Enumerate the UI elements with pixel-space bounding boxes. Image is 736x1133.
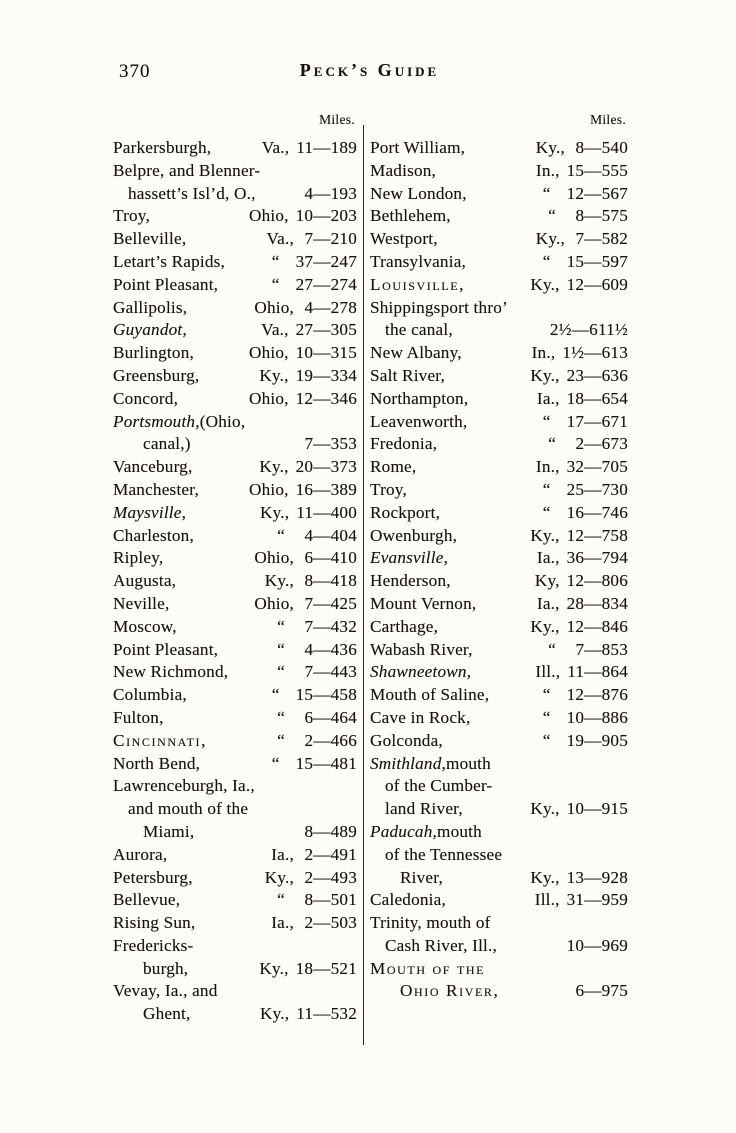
state-abbrev: Ohio,: [248, 206, 289, 226]
table-row: [113, 160, 357, 183]
place-name: Troy,: [113, 206, 150, 226]
place-name: Miami,: [143, 821, 195, 841]
miles-value: 1½—613: [562, 343, 628, 363]
miles-value: 12—806: [566, 571, 628, 591]
place-name: Mouth of the: [370, 958, 486, 978]
place-name: Rome,: [370, 457, 417, 477]
ditto-mark: “: [548, 206, 556, 226]
ditto-mark: “: [548, 639, 556, 659]
table-row: [113, 570, 357, 593]
table-row: [113, 319, 357, 342]
ditto-mark: “: [277, 525, 285, 545]
place-name: Manchester,: [113, 479, 199, 499]
place-name: Rockport,: [370, 502, 441, 522]
state-abbrev: Ky.,: [259, 365, 289, 385]
miles-value: 19—334: [295, 365, 357, 385]
place-name: Moscow,: [113, 616, 177, 636]
place-name: Westport,: [370, 229, 438, 249]
table-row: [370, 798, 628, 821]
miles-value: 6—975: [575, 981, 628, 1001]
table-row: [370, 661, 628, 684]
state-abbrev: Ky.,: [535, 138, 565, 157]
miles-value: 12—609: [566, 274, 628, 294]
state-abbrev: Ky.,: [535, 229, 565, 249]
miles-value: 6—410: [304, 548, 357, 568]
table-row: [113, 707, 357, 730]
table-row: [113, 433, 357, 456]
ditto-mark: “: [542, 502, 551, 522]
place-name: Golconda,: [370, 730, 443, 750]
distance-list: [370, 137, 628, 1003]
place-name: Transylvania,: [370, 251, 467, 271]
miles-value: 11—864: [567, 662, 628, 682]
table-row: [113, 753, 357, 776]
right-column: [370, 112, 628, 1045]
place-name: Concord,: [113, 388, 179, 408]
table-row: [113, 411, 357, 434]
place-name: Bethlehem,: [370, 206, 451, 226]
table-row: [370, 616, 628, 639]
table-row: [113, 935, 357, 958]
table-row: [370, 844, 628, 867]
table-row: [370, 456, 628, 479]
place-name: Point Pleasant,: [113, 639, 219, 659]
miles-value: 16—389: [295, 479, 357, 499]
table-row: [370, 205, 628, 228]
place-name: Rising Sun,: [113, 913, 196, 933]
miles-value: 10—886: [566, 707, 628, 727]
state-abbrev: In.,: [535, 457, 560, 477]
place-name: Carthage,: [370, 616, 439, 636]
table-row: [370, 753, 628, 776]
state-abbrev: Ia.,: [536, 548, 560, 568]
table-row: [113, 183, 357, 206]
state-abbrev: Ky.,: [530, 616, 560, 636]
miles-value: 10—915: [566, 799, 628, 819]
place-name: Maysville,: [113, 502, 187, 522]
state-abbrev: Ky.,: [264, 867, 294, 887]
miles-value: 13—928: [566, 867, 628, 887]
table-row: [113, 616, 357, 639]
place-name: Lawrenceburgh, Ia.,: [113, 776, 255, 796]
place-name: River,: [400, 867, 443, 887]
table-row: [113, 639, 357, 662]
miles-value: 12—846: [566, 616, 628, 636]
state-abbrev: In.,: [535, 160, 560, 180]
place-name: Bellevue,: [113, 890, 181, 910]
state-abbrev: Ky.,: [259, 1004, 290, 1024]
place-name: Ghent,: [143, 1004, 191, 1024]
place-name: of the Tennessee: [385, 844, 503, 864]
place-name: Fredericks-: [113, 935, 194, 955]
distance-table: [113, 112, 628, 1045]
state-abbrev: Ky.,: [259, 457, 289, 477]
state-abbrev: Ia.,: [271, 844, 294, 864]
miles-value: 2—503: [304, 913, 357, 933]
left-column: [113, 112, 357, 1045]
page-header: [113, 60, 626, 86]
miles-value: 7—853: [575, 639, 628, 659]
table-row: [370, 821, 628, 844]
miles-value: 10—203: [295, 206, 357, 226]
table-row: [370, 935, 628, 958]
state-abbrev: Ky.,: [264, 571, 294, 591]
table-row: [370, 183, 628, 206]
table-row: [113, 502, 357, 525]
place-name: Aurora,: [113, 844, 168, 864]
miles-value: 37—247: [295, 251, 357, 271]
place-name: Gallipolis,: [113, 297, 188, 317]
miles-value: 8—501: [304, 890, 357, 910]
place-name: Mouth of Saline,: [370, 685, 490, 705]
table-row: [113, 205, 357, 228]
miles-value: 12—758: [566, 525, 628, 545]
state-abbrev: Ohio,: [248, 343, 289, 363]
place-name: Evansville,: [370, 548, 449, 568]
place-name: Ripley,: [113, 548, 164, 568]
table-row: [370, 730, 628, 753]
miles-value: 15—481: [295, 753, 357, 773]
ditto-mark: “: [277, 707, 285, 727]
miles-value: 27—305: [295, 320, 357, 340]
place-name: Leavenworth,: [370, 411, 468, 431]
table-row: [370, 365, 628, 388]
table-row: [370, 297, 628, 320]
place-name: of the Cumber-: [385, 776, 493, 796]
place-name-rest: mouth: [446, 753, 491, 773]
miles-value: 7—353: [304, 434, 357, 454]
miles-value: 7—443: [304, 662, 357, 682]
miles-value: 2—673: [575, 434, 628, 454]
miles-value: 18—654: [566, 388, 628, 408]
ditto-mark: “: [271, 251, 280, 271]
state-abbrev: Ill.,: [535, 662, 561, 682]
table-row: [113, 388, 357, 411]
miles-value: 8—540: [575, 138, 628, 157]
miles-column-header: Miles.: [590, 112, 626, 127]
miles-value: 8—575: [575, 206, 628, 226]
table-row: [370, 547, 628, 570]
ditto-mark: “: [277, 730, 285, 750]
table-row: [113, 730, 357, 753]
place-name: Guyandot,: [113, 320, 187, 340]
place-name: Neville,: [113, 593, 170, 613]
ditto-mark: “: [542, 685, 551, 705]
state-abbrev: Ky.,: [259, 958, 289, 978]
place-name: burgh,: [143, 958, 189, 978]
miles-value: 16—746: [566, 502, 628, 522]
miles-value: 10—315: [295, 343, 357, 363]
miles-value: 2—466: [304, 730, 357, 750]
state-abbrev: Ky,: [534, 571, 560, 591]
miles-value: 7—425: [304, 593, 357, 613]
table-row: [113, 297, 357, 320]
place-name: hassett’s Isl’d, O.,: [128, 183, 256, 203]
place-name: Letart’s Rapids,: [113, 251, 226, 271]
place-name: Owenburgh,: [370, 525, 458, 545]
table-row: [113, 821, 357, 844]
place-name: Vanceburg,: [113, 457, 193, 477]
place-name-rest: mouth: [437, 821, 482, 841]
miles-value: 4—436: [304, 639, 357, 659]
table-row: [370, 251, 628, 274]
table-row: [370, 479, 628, 502]
place-name: Mount Vernon,: [370, 593, 477, 613]
place-name: North Bend,: [113, 753, 201, 773]
place-name: Augusta,: [113, 571, 177, 591]
miles-value: 4—193: [304, 183, 357, 203]
miles-value: 4—278: [304, 297, 357, 317]
table-row: [113, 775, 357, 798]
place-name: land River,: [385, 799, 463, 819]
state-abbrev: In.,: [531, 343, 556, 363]
place-name: Parkersburgh,: [113, 138, 212, 157]
state-abbrev: Ohio,: [248, 479, 289, 499]
table-row: [370, 684, 628, 707]
table-row: [370, 433, 628, 456]
place-name: Portsmouth,: [113, 411, 200, 431]
table-row: [370, 889, 628, 912]
ditto-mark: “: [277, 639, 285, 659]
table-row: [113, 251, 357, 274]
table-row: [113, 479, 357, 502]
place-name: Louisville,: [370, 274, 466, 294]
miles-value: 15—555: [566, 160, 628, 180]
state-abbrev: Ohio,: [254, 297, 294, 317]
place-name: Shawneetown,: [370, 662, 472, 682]
table-row: [113, 661, 357, 684]
miles-value: 17—671: [566, 411, 628, 431]
place-name: New Albany,: [370, 343, 462, 363]
table-row: [113, 137, 357, 160]
place-name: Paducah,: [370, 821, 437, 841]
place-name: Point Pleasant,: [113, 274, 219, 294]
column-divider-rule: [363, 125, 364, 1045]
table-row: [113, 867, 357, 890]
table-row: [113, 342, 357, 365]
miles-value: 28—834: [566, 593, 628, 613]
state-abbrev: Ohio,: [254, 593, 294, 613]
table-row: [370, 274, 628, 297]
ditto-mark: “: [542, 707, 551, 727]
place-name: Port William,: [370, 138, 466, 157]
table-row: [370, 639, 628, 662]
state-abbrev: Ky.,: [259, 502, 290, 522]
table-row: [370, 570, 628, 593]
table-row: [113, 1003, 357, 1026]
table-row: [113, 456, 357, 479]
place-name: Salt River,: [370, 365, 446, 385]
miles-value: 7—432: [304, 616, 357, 636]
table-row: [370, 593, 628, 616]
place-name: Petersburg,: [113, 867, 193, 887]
miles-value: 32—705: [566, 457, 628, 477]
state-abbrev: Va.,: [266, 229, 294, 249]
table-row: [370, 502, 628, 525]
table-row: [113, 228, 357, 251]
miles-value: 7—582: [575, 229, 628, 249]
miles-value: 2—491: [304, 844, 357, 864]
ditto-mark: “: [542, 479, 551, 499]
miles-value: 12—346: [295, 388, 357, 408]
miles-value: 8—489: [304, 821, 357, 841]
state-abbrev: Va.,: [261, 138, 290, 157]
place-name: Caledonia,: [370, 890, 446, 910]
table-row: [113, 525, 357, 548]
distance-list: [113, 137, 357, 1026]
place-name: canal,): [143, 434, 191, 454]
state-abbrev: Ia.,: [536, 593, 560, 613]
table-row: [370, 342, 628, 365]
place-name: Northampton,: [370, 388, 469, 408]
table-row: [113, 365, 357, 388]
state-abbrev: Ky.,: [530, 365, 560, 385]
miles-value: 8—418: [304, 571, 357, 591]
table-row: [370, 980, 628, 1003]
miles-value: 31—959: [566, 890, 628, 910]
place-name: New London,: [370, 183, 467, 203]
page-number: 370: [119, 61, 151, 82]
ditto-mark: “: [271, 274, 280, 294]
place-name: Cave in Rock,: [370, 707, 471, 727]
place-name: Shippingsport thro’: [370, 297, 508, 317]
table-row: [113, 798, 357, 821]
state-abbrev: Ky.,: [530, 274, 560, 294]
running-title: Peck’s Guide: [299, 60, 440, 80]
miles-value: 7—210: [304, 229, 357, 249]
miles-value: 4—404: [304, 525, 357, 545]
miles-value: 11—400: [296, 502, 357, 522]
table-row: [370, 228, 628, 251]
table-row: [370, 388, 628, 411]
ditto-mark: “: [542, 411, 551, 431]
miles-value: 12—567: [566, 183, 628, 203]
state-abbrev: Ohio,: [254, 548, 294, 568]
miles-value: 12—876: [566, 685, 628, 705]
place-name: Troy,: [370, 479, 407, 499]
place-name: Greensburg,: [113, 365, 200, 385]
place-name: Vevay, Ia., and: [113, 981, 218, 1001]
miles-value: 11—189: [296, 138, 357, 157]
miles-value: 18—521: [295, 958, 357, 978]
table-row: [113, 844, 357, 867]
table-row: [113, 684, 357, 707]
table-row: [370, 867, 628, 890]
miles-value: 6—464: [304, 707, 357, 727]
place-name: Smithland,: [370, 753, 447, 773]
table-row: [113, 593, 357, 616]
miles-value: 23—636: [566, 365, 628, 385]
ditto-mark: “: [542, 730, 551, 750]
table-row: [113, 980, 357, 1003]
miles-value: 11—532: [296, 1004, 357, 1024]
table-row: [370, 137, 628, 160]
table-row: [370, 707, 628, 730]
miles-value: 10—969: [566, 935, 628, 955]
table-row: [113, 889, 357, 912]
table-row: [113, 547, 357, 570]
miles-value: 25—730: [566, 479, 628, 499]
place-name: Belpre, and Blenner-: [113, 160, 261, 180]
place-name: Trinity, mouth of: [370, 913, 491, 933]
table-row: [370, 912, 628, 935]
place-name: Columbia,: [113, 685, 187, 705]
place-name: Henderson,: [370, 571, 451, 591]
miles-value: 36—794: [566, 548, 628, 568]
miles-value: 15—458: [295, 685, 357, 705]
ditto-mark: “: [277, 890, 285, 910]
ditto-mark: “: [542, 251, 551, 271]
miles-value: 27—274: [295, 274, 357, 294]
ditto-mark: “: [271, 753, 280, 773]
state-abbrev: Ia.,: [536, 388, 560, 408]
state-abbrev: Ia.,: [271, 913, 294, 933]
place-name: New Richmond,: [113, 662, 229, 682]
table-row: [370, 411, 628, 434]
miles-value: 20—373: [295, 457, 357, 477]
place-name: Fredonia,: [370, 434, 438, 454]
miles-value: 15—597: [566, 251, 628, 271]
place-name: Belleville,: [113, 229, 187, 249]
place-name: Charleston,: [113, 525, 194, 545]
table-row: [113, 274, 357, 297]
miles-value: 2½—611½: [549, 320, 628, 340]
place-name: Wabash River,: [370, 639, 473, 659]
ditto-mark: “: [277, 616, 285, 636]
state-abbrev: Ky.,: [530, 799, 560, 819]
table-row: [370, 319, 628, 342]
table-row: [370, 160, 628, 183]
miles-column-header: Miles.: [319, 112, 355, 127]
place-name-rest: (Ohio,: [199, 411, 246, 431]
place-name: the canal,: [385, 320, 453, 340]
table-row: [113, 958, 357, 981]
state-abbrev: Ky.,: [530, 867, 560, 887]
state-abbrev: Va.,: [261, 320, 289, 340]
place-name: Ohio River,: [400, 981, 500, 1001]
table-row: [370, 775, 628, 798]
table-row: [370, 958, 628, 981]
place-name: Fulton,: [113, 707, 164, 727]
table-row: [370, 525, 628, 548]
state-abbrev: Ohio,: [248, 388, 289, 408]
place-name: Burlington,: [113, 343, 194, 363]
table-row: [113, 912, 357, 935]
place-name: and mouth of the: [128, 799, 249, 819]
ditto-mark: “: [271, 685, 280, 705]
ditto-mark: “: [277, 662, 285, 682]
place-name: Cincinnati,: [113, 730, 208, 750]
miles-value: 2—493: [304, 867, 357, 887]
place-name: Cash River, Ill.,: [385, 935, 498, 955]
place-name: Madison,: [370, 160, 437, 180]
state-abbrev: Ill.,: [534, 890, 560, 910]
ditto-mark: “: [548, 434, 556, 454]
state-abbrev: Ky.,: [530, 525, 560, 545]
ditto-mark: “: [542, 183, 551, 203]
miles-value: 19—905: [566, 730, 628, 750]
